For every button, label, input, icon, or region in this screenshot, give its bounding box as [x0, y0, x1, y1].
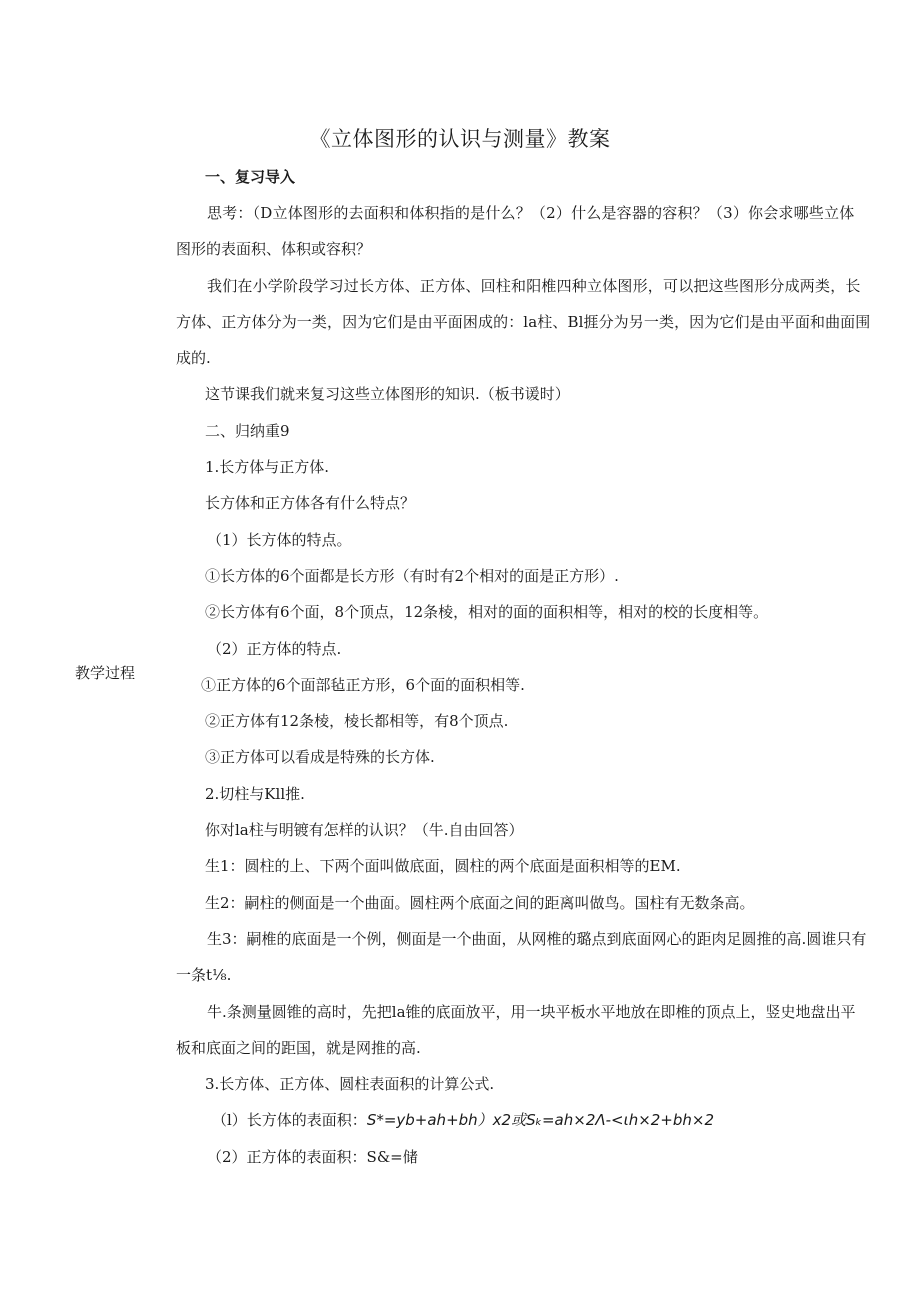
paragraph-line: 生3：嗣椎的底面是一个例，侧面是一个曲面，从网椎的璐点到底面网心的距肉足圆推的高.圆谁只有 — [207, 930, 867, 948]
paragraph-line: 板和底面之间的距国，就是网推的高. — [176, 1039, 421, 1057]
paragraph-line: ①长方体的6个面都是长方形（有时有2个相对的面是正方形）. — [205, 567, 619, 585]
paragraph-line: ②长方体有6个面，8个顶点，12条棱，相对的面的面积相等，相对的校的长度相等。 — [205, 603, 769, 621]
subheading-cylinder-cone: 2.切柱与Kll推. — [205, 785, 305, 803]
paragraph-line: （1）长方体的特点。 — [207, 531, 352, 549]
paragraph-line: 牛.条测量圆锥的高时，先把la锥的底面放平，用一块平板水平地放在即椎的顶点上，竖史地盘出平 — [207, 1003, 856, 1021]
subheading-surface-area: 3.长方体、正方体、圆柱表面积的计算公式. — [205, 1075, 495, 1093]
paragraph-line: 思考：（D立体图形的去面积和体积指的是什么？（2）什么是容器的容积？（3）你会求哪些立体 — [207, 204, 855, 222]
document-title: 《立体图形的认识与测量》教案 — [309, 127, 611, 151]
section-heading-review: 一、复习导入 — [205, 168, 296, 186]
paragraph-line: ③正方体可以看成是特殊的长方体. — [205, 748, 435, 766]
paragraph-line: 方体、正方体分为一类，因为它们是由平面困成的：la柱、Bl捱分为另一类，因为它们是由平面和曲面围 — [176, 313, 871, 331]
paragraph-line: 成的. — [176, 349, 211, 367]
formula-label: （l）长方体的表面积： — [212, 1111, 367, 1129]
paragraph-line: 你对la柱与明镀有怎样的认识？（牛.自由回答） — [205, 821, 524, 839]
section-heading-summary: 二、归纳重9 — [205, 422, 290, 440]
paragraph-line: （2）正方体的特点. — [207, 640, 342, 658]
paragraph-line: 长方体和正方体各有什么特点？ — [205, 494, 416, 512]
subheading-cuboid-cube: 1.长方体与正方体. — [205, 458, 330, 476]
paragraph-line: 这节课我们就来复习这些立体图形的知识.（板书谖时） — [205, 385, 570, 403]
paragraph-line: 生1：圆柱的上、下两个面叫做底面，圆柱的两个底面是面积相等的EM. — [205, 857, 681, 875]
side-label-teaching-process: 教学过程 — [75, 664, 136, 682]
paragraph-line: 图形的表面积、体积或容积？ — [176, 240, 372, 258]
formula-line-cube: （2）正方体的表面积：S&=储 — [207, 1148, 418, 1166]
formula-expression: S*=yb+ah+bh）x2或Sₖ=ah×2Λ-<ιh×2+bh×2 — [366, 1111, 715, 1129]
paragraph-line: 我们在小学阶段学习过长方体、正方体、回柱和阳椎四种立体图形，可以把这些图形分成两类，长 — [207, 277, 861, 295]
paragraph-line: 一条t⅛. — [176, 966, 232, 984]
paragraph-line: 生2：嗣柱的侧面是一个曲面。圆柱两个底面之间的距离叫做鸟。国柱有无数条高。 — [205, 894, 755, 912]
paragraph-line: ②正方体有12条棱，棱长都相等，有8个顶点. — [205, 712, 509, 730]
formula-line-cuboid — [212, 1110, 714, 1130]
paragraph-line: ①正方体的6个面部毡正方形，6个面的面积相等. — [201, 676, 525, 694]
